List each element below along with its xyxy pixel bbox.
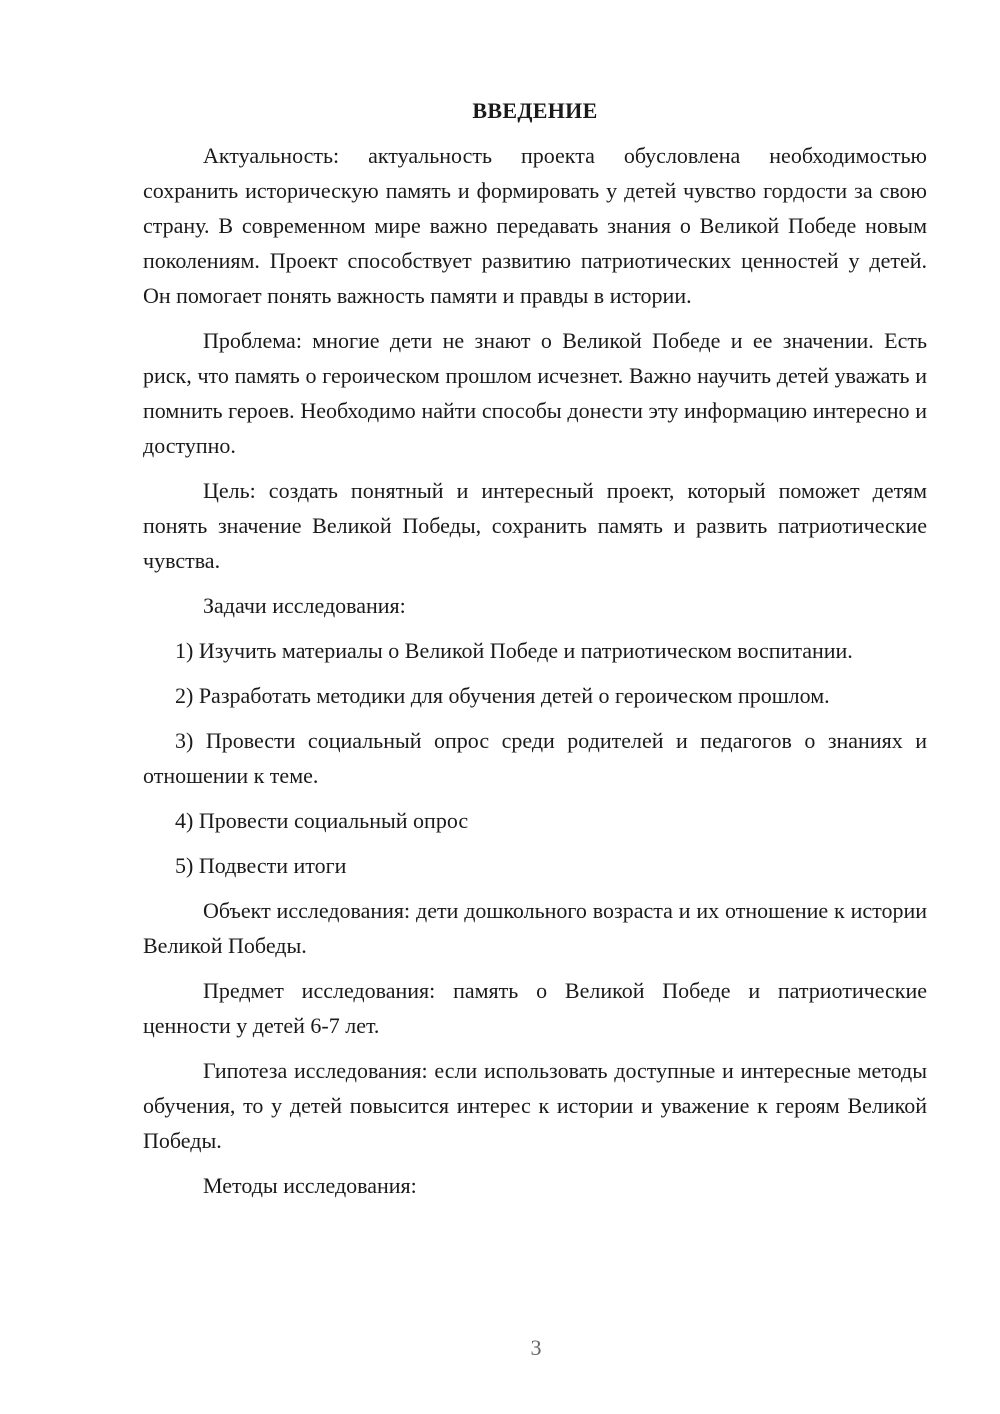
page-number: 3	[530, 1335, 542, 1360]
list-item: 2) Разработать методики для обучения детей о героическом прошлом.	[175, 683, 830, 708]
paragraph-subject: Предмет исследования: память о Великой Победе и патриотические ценности у детей 6-7 лет.	[143, 978, 927, 1038]
paragraph-relevance: Актуальность: актуальность проекта обусловлена необходимостью сохранить историческую память и формировать у детей чувство гордости за свою страну. В современном мире важно передавать знания о Великой Победе новым поколениям. Проект способствует развитию патриотических ценностей у детей. Он помогает понять важность памяти и правды в истории.	[143, 143, 927, 308]
methods-heading: Методы исследования:	[203, 1173, 417, 1198]
page-title: ВВЕДЕНИЕ	[472, 98, 598, 123]
paragraph-problem: Проблема: многие дети не знают о Великой Победе и ее значении. Есть риск, что память о героическом прошлом исчезнет. Важно научить детей уважать и помнить героев. Необходимо найти способы донести эту информацию интересно и доступно.	[143, 328, 927, 458]
paragraph-object: Объект исследования: дети дошкольного возраста и их отношение к истории Великой Победы.	[143, 898, 927, 958]
list-item: 4) Провести социальный опрос	[175, 808, 469, 833]
list-item: 5) Подвести итоги	[175, 853, 347, 878]
paragraph-hypothesis: Гипотеза исследования: если использовать доступные и интересные методы обучения, то у детей повысится интерес к истории и уважение к героям Великой Победы.	[143, 1058, 927, 1153]
tasks-list	[143, 633, 927, 883]
list-item: 3) Провести социальный опрос среди родителей и педагогов о знаниях и отношении к теме.	[143, 728, 927, 788]
tasks-heading: Задачи исследования:	[203, 593, 406, 618]
list-item: 1) Изучить материалы о Великой Победе и патриотическом воспитании.	[175, 638, 853, 663]
paragraph-goal: Цель: создать понятный и интересный проект, который поможет детям понять значение Великой Победы, сохранить память и развить патриотические чувства.	[143, 478, 927, 573]
page-content	[143, 93, 927, 1213]
